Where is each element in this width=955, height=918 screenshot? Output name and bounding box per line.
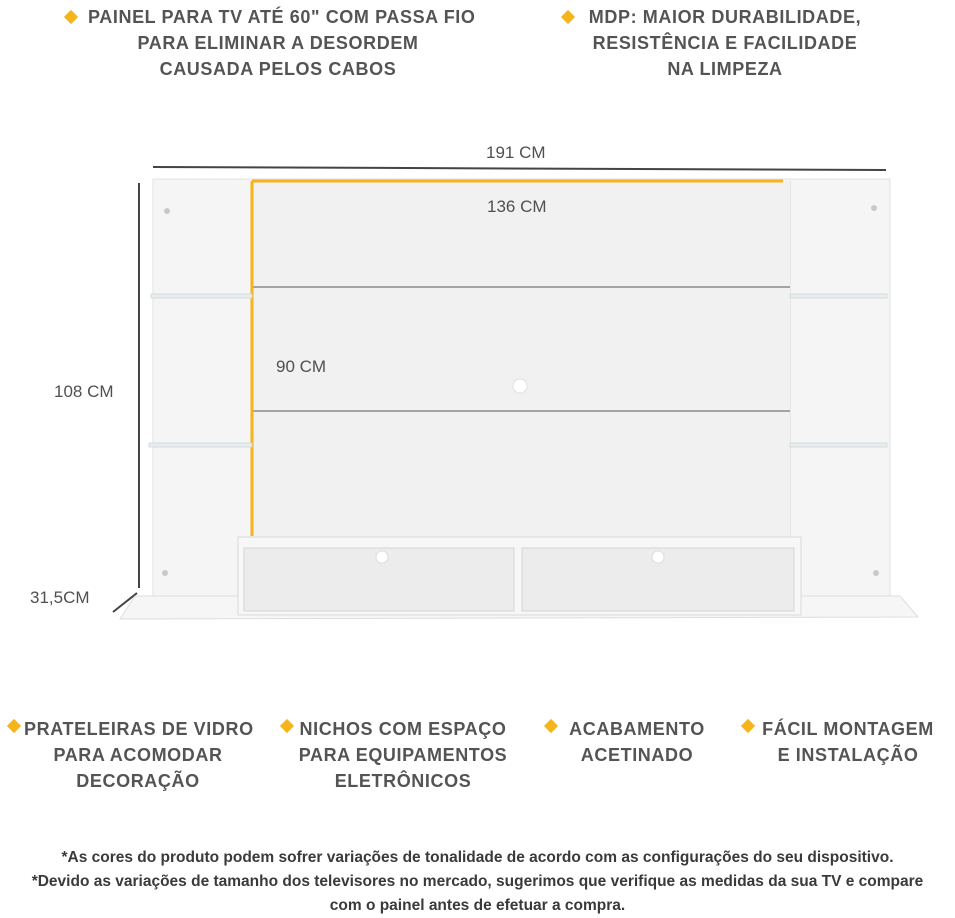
feature-line: RESISTÊNCIA E FACILIDADE [592,33,858,53]
tv-area [252,181,790,540]
feature-line: PAINEL PARA TV ATÉ 60" COM PASSA FIO [88,7,476,27]
disclaimer-line: *As cores do produto podem sofrer variações de tonalidade de acordo com as configurações do seu dispositivo. [61,849,894,866]
screw-icon [871,205,877,211]
feature-line: PARA ACOMODAR [53,745,223,765]
screw-icon [164,208,170,214]
disclaimer-line: *Devido as variações de tamanho dos televisores no mercado, sugerimos que verifique as medidas da sua TV e compare [31,873,924,890]
feature-glass-shelves [24,716,252,794]
width-dimension-line [153,167,886,170]
glass-shelf [790,294,887,298]
feature-line: ACETINADO [580,745,694,765]
feature-line: PARA ELIMINAR A DESORDEM [137,33,419,53]
cable-hole-icon [376,551,388,563]
total-width-label: 191 CM [486,143,546,162]
glass-shelf [790,443,887,447]
feature-line: ACABAMENTO [569,719,705,739]
glass-shelf [151,294,252,298]
tv-area-width-label: 136 CM [487,197,547,216]
screw-icon [873,570,879,576]
feature-line: NA LIMPEZA [667,59,783,79]
glass-shelf [149,443,252,447]
cable-hole-icon [513,379,527,393]
tv-area-height-label: 90 CM [276,357,327,376]
disclaimer-line: com o painel antes de efetuar a compra. [329,897,626,914]
depth-label: 31,5CM [30,588,90,607]
feature-line: PARA EQUIPAMENTOS [298,745,508,765]
feature-line: CAUSADA PELOS CABOS [159,59,397,79]
feature-line: MDP: MAIOR DURABILIDADE, [588,7,862,27]
feature-satin-finish [562,716,712,768]
disclaimer-notes [0,846,955,918]
feature-line: FÁCIL MONTAGEM [762,719,934,739]
feature-line: DECORAÇÃO [76,771,200,791]
total-height-label: 108 CM [54,382,114,401]
feature-line: E INSTALAÇÃO [777,745,919,765]
cable-hole-icon [652,551,664,563]
feature-line: NICHOS COM ESPAÇO [299,719,507,739]
feature-line: ELETRÔNICOS [334,771,472,791]
feature-niches [296,716,510,794]
feature-line: PRATELEIRAS DE VIDRO [24,719,254,739]
feature-easy-assembly [758,716,938,768]
screw-icon [162,570,168,576]
